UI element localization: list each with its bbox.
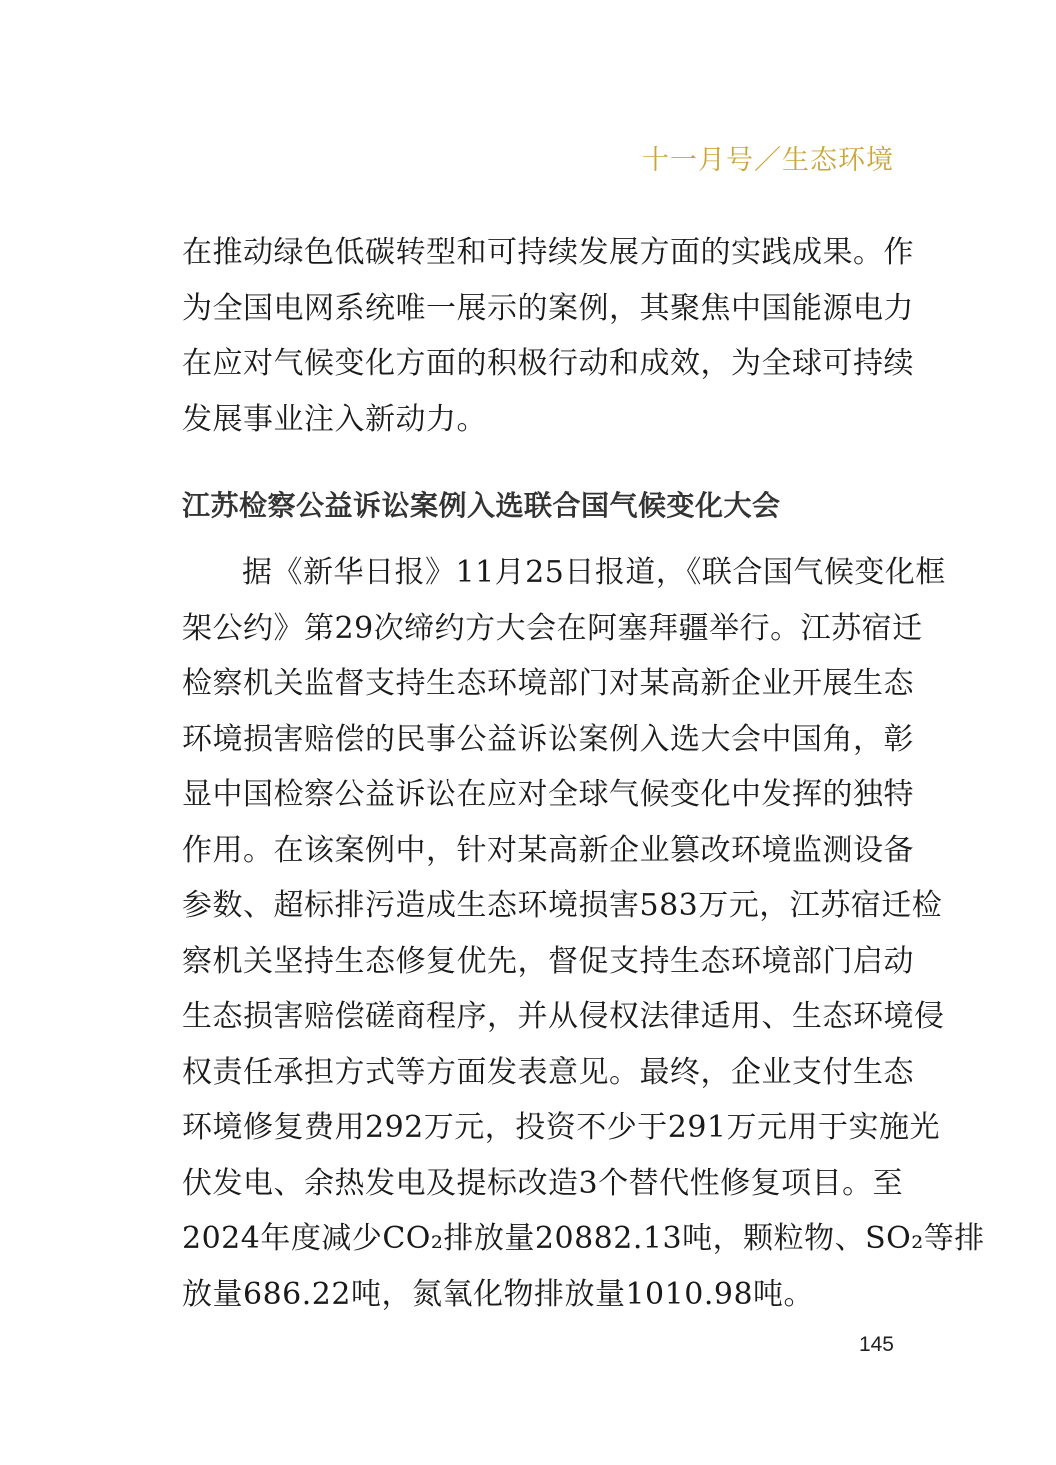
running-head: 十一月号／生态环境 (642, 145, 894, 176)
section-body (182, 545, 985, 1322)
page-number: 145 (858, 1333, 894, 1356)
body-line: 察机关坚持生态修复优先，督促支持生态环境部门启动 (182, 943, 914, 979)
body-line: 权责任承担方式等方面发表意见。最终，企业支付生态 (182, 1054, 914, 1090)
body-line: 据《新华日报》11月25日报道，《联合国气候变化框 (242, 555, 946, 590)
intro-line: 在推动绿色低碳转型和可持续发展方面的实践成果。作 (182, 235, 914, 270)
body-line: 伏发电、余热发电及提标改造3个替代性修复项目。至 (182, 1165, 904, 1201)
section-text (182, 545, 985, 1322)
intro-text (182, 225, 914, 447)
body-line: 架公约》第29次缔约方大会在阿塞拜疆举行。江苏宿迁 (182, 610, 923, 646)
body-line: 环境修复费用292万元，投资不少于291万元用于实施光 (182, 1110, 941, 1145)
body-line: 检察机关监督支持生态环境部门对某高新企业开展生态 (182, 666, 914, 701)
body-line: 显中国检察公益诉讼在应对全球气候变化中发挥的独特 (182, 777, 914, 812)
body-line: 作用。在该案例中，针对某高新企业篡改环境监测设备 (182, 832, 914, 868)
intro-line: 在应对气候变化方面的积极行动和成效，为全球可持续 (182, 346, 914, 381)
intro-paragraph (182, 225, 914, 447)
body-line: 放量686.22吨，氮氧化物排放量1010.98吨。 (182, 1276, 815, 1312)
intro-line: 为全国电网系统唯一展示的案例，其聚焦中国能源电力 (182, 290, 914, 326)
body-line: 参数、超标排污造成生态环境损害583万元，江苏宿迁检 (182, 888, 943, 923)
body-line: 2024年度减少CO₂排放量20882.13吨，颗粒物、SO₂等排 (182, 1221, 985, 1256)
section-heading: 江苏检察公益诉讼案例入选联合国气候变化大会 (182, 489, 781, 522)
section-heading-wrap (182, 484, 892, 524)
body-line: 环境损害赔偿的民事公益诉讼案例入选大会中国角，彰 (182, 721, 914, 757)
intro-line: 发展事业注入新动力。 (182, 401, 487, 437)
body-line: 生态损害赔偿磋商程序，并从侵权法律适用、生态环境侵 (182, 999, 945, 1034)
